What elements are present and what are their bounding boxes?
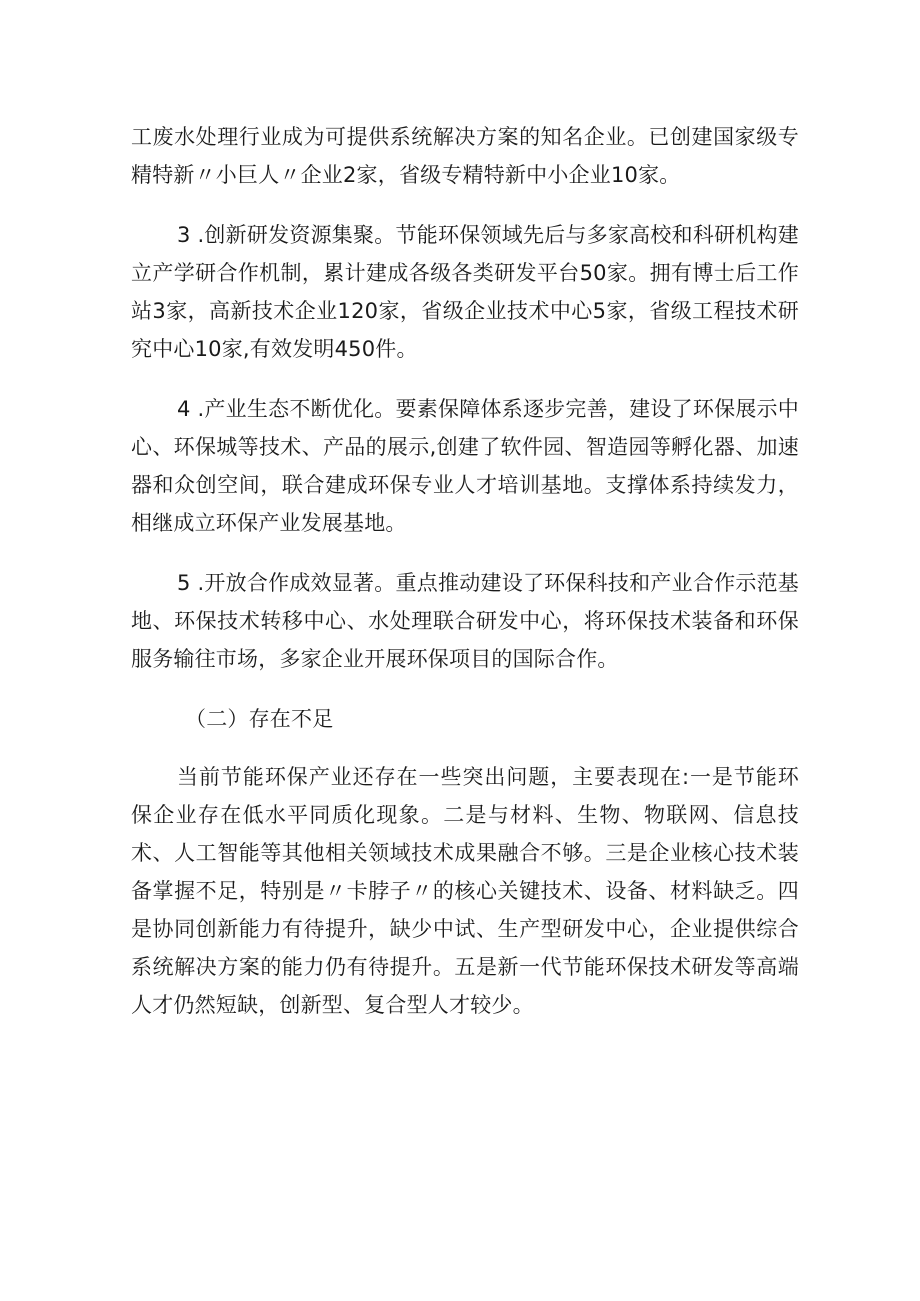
paragraph-item-5-open-cooperation: 5 .开放合作成效显著。重点推动建设了环保科技和产业合作示范基地、环保技术转移中心、水处理联合研发中心，将环保技术装备和环保服务输往市场，多家企业开展环保项目的国际合作。 bbox=[131, 571, 799, 671]
paragraph-item-4-industry-ecosystem: 4 .产业生态不断优化。要素保障体系逐步完善，建设了环保展示中心、环保城等技术、产品的展示,创建了软件园、智造园等孵化器、加速器和众创空间，联合建成环保专业人才培训基地。支撑体系持续发力，相继成立环保产业发展基地。 bbox=[131, 397, 799, 535]
paragraph-item-3-rd-resources: 3 .创新研发资源集聚。节能环保领域先后与多家高校和科研机构建立产学研合作机制，累计建成各级各类研发平台50家。拥有博士后工作站3家，高新技术企业120家，省级企业技术中心5家，省级工程技术研究中心10家,有效发明450件。 bbox=[131, 223, 799, 361]
paragraph-continuation-enterprises: 工废水处理行业成为可提供系统解决方案的知名企业。已创建国家级专精特新〃小巨人〃企业2家，省级专精特新中小企业10家。 bbox=[131, 125, 799, 187]
document-body bbox=[131, 118, 799, 1046]
section-heading-shortcomings: （二）存在不足 bbox=[185, 707, 334, 731]
paragraph-shortcomings-body: 当前节能环保产业还存在一些突出问题，主要表现在:一是节能环保企业存在低水平同质化现象。二是与材料、生物、物联网、信息技术、人工智能等其他相关领域技术成果融合不够。三是企业核心技术装备掌握不足，特别是〃卡脖子〃的核心关键技术、设备、材料缺乏。四是协同创新能力有待提升，缺少中试、生产型研发中心，企业提供综合系统解决方案的能力仍有待提升。五是新一代节能环保技术研发等高端人才仍然短缺，创新型、复合型人才较少。 bbox=[131, 765, 799, 1017]
